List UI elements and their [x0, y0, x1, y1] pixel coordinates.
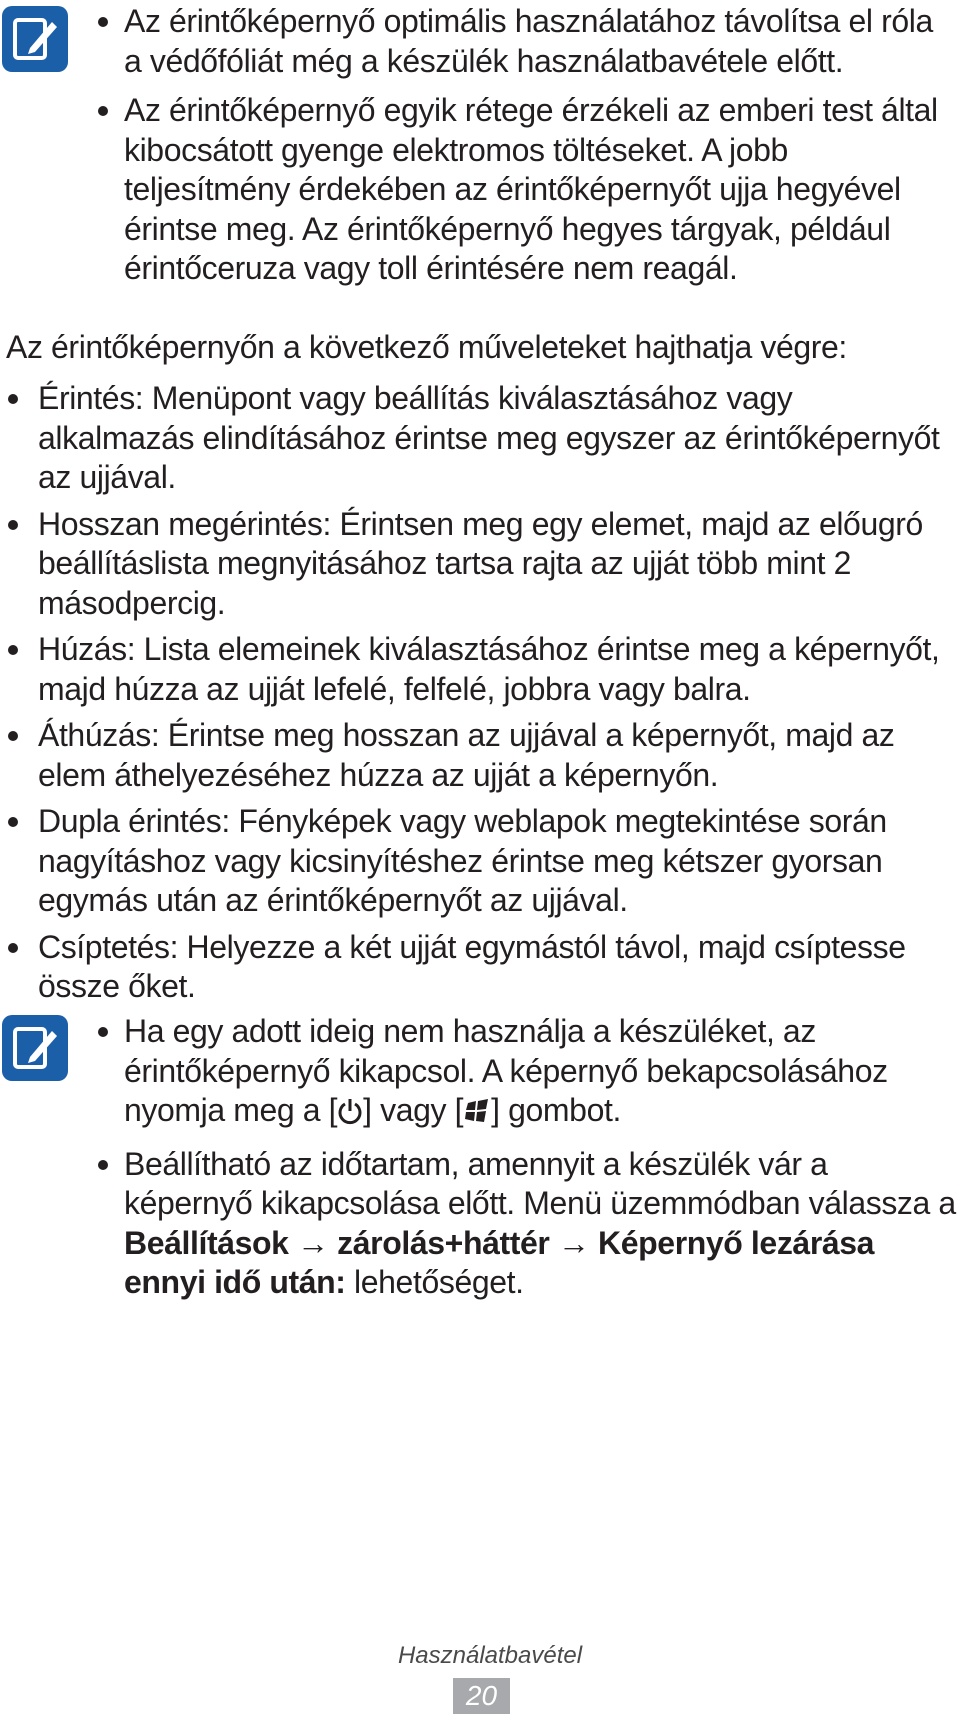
operation-item: Csíptetés: Helyezze a két ujját egymástól távol, majd csíptesse össze őket. — [6, 928, 956, 1007]
windows-home-icon — [463, 1095, 491, 1135]
note-item: Az érintőképernyő egyik rétege érzékeli az emberi test által kibocsátott gyenge elektromos töltéseket. A jobb teljesítmény érdekében az érintőképernyőt ujja hegyével érintse meg. Az érintőképernyő hegyes tárgyak, például érintőceruza vagy toll érintésére nem reagál. — [96, 91, 956, 289]
menu-path-lock: zárolás+háttér — [337, 1224, 550, 1261]
operation-item: Áthúzás: Érintse meg hosszan az ujjával a képernyőt, majd az elem áthelyezéséhez húzza az ujját a képernyőn. — [6, 716, 956, 795]
note-pencil-icon — [2, 6, 68, 72]
menu-path-screen-timeout: Képernyő lezárása ennyi idő után: — [124, 1224, 875, 1300]
operation-item: Húzás: Lista elemeinek kiválasztásához érintse meg a képernyőt, majd húzza az ujját lefelé, felfelé, jobbra vagy balra. — [6, 630, 956, 709]
note-text: Beállítható az időtartam, amennyit a készülék vár a képernyő kikapcsolása előtt. Menü üzemmódban válassza a — [124, 1145, 956, 1221]
page-number: 20 — [453, 1678, 510, 1714]
operations-intro: Az érintőképernyőn a következő műveleteket hajthatja végre: — [6, 329, 847, 365]
operation-item: Dupla érintés: Fényképek vagy weblapok megtekintése során nagyításhoz vagy kicsinyítéshez érintse meg kétszer gyorsan egymás után az érintőképernyőt az ujjával. — [6, 802, 956, 921]
note-text: ] vagy [ — [363, 1092, 464, 1128]
operation-item: Érintés: Menüpont vagy beállítás kiválasztásához vagy alkalmazás elindításához érintse meg egyszer az érintőképernyőt az ujjával. — [6, 379, 956, 498]
note-text: Ha egy adott ideig nem használja a készüléket, az érintőképernyő kikapcsol. A képernyő bekapcsolásához nyomja meg a [ — [124, 1013, 888, 1128]
menu-path-settings: Beállítások — [124, 1224, 289, 1261]
operation-item: Hosszan megérintés: Érintsen meg egy elemet, majd az előugró beállításlista megnyitásához tartsa rajta az ujját több mint 2 másodpercig. — [6, 505, 956, 624]
path-arrow: → — [549, 1224, 599, 1261]
note-text: lehetőséget. — [345, 1264, 524, 1300]
note-item: Az érintőképernyő optimális használatához távolítsa el róla a védőfóliát még a készülék használatbavétele előtt. — [96, 2, 956, 81]
note-item — [96, 1012, 956, 1135]
note-pencil-icon — [2, 1015, 68, 1081]
note-list-1 — [96, 2, 956, 299]
note-item — [96, 1145, 956, 1303]
footer-section-title: Használatbavétel — [397, 1642, 583, 1669]
note-text: ] gombot. — [491, 1092, 621, 1128]
note-list-2 — [96, 1012, 956, 1313]
operations-list — [6, 379, 956, 1014]
path-arrow: → — [288, 1224, 338, 1261]
power-icon — [337, 1095, 363, 1135]
